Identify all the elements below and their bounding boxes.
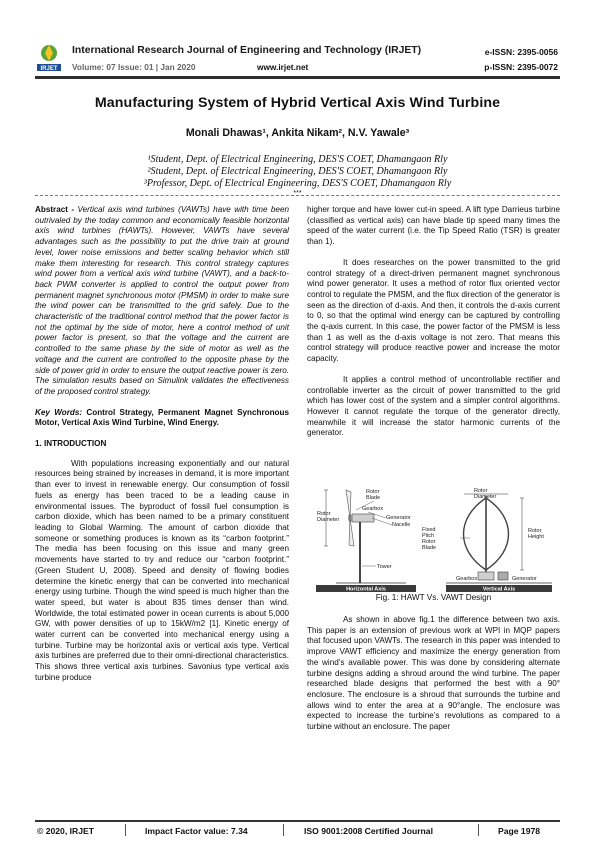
page-header <box>0 0 595 80</box>
label-rotor-blade: Rotor Blade <box>366 489 381 501</box>
label-fixed-pitch: Fixed Pitch Rotor Blade <box>422 527 437 551</box>
footer-divider <box>283 824 284 836</box>
footer-impact-factor: Impact Factor value: 7.34 <box>145 826 248 836</box>
keywords-text: Control Strategy, Permanent Magnet Synchronous Motor, Vertical Axis Wind Turbine, Wind Energy. <box>35 407 289 428</box>
abstract-label: Abstract - <box>35 205 75 214</box>
label-tower: Tower <box>377 564 392 570</box>
affiliation-1: ¹Student, Dept. of Electrical Engineering, DES'S COET, Dhamangaon Rly <box>147 154 448 165</box>
hawt-diagram <box>324 490 406 583</box>
label-gearbox-h: Gearbox <box>362 506 384 512</box>
right-paragraph-4: As shown in above fig.1 the difference between two axis. This paper is an extension of previous work at WPI in MQP papers that focused upon VAWTs. The research in this paper was intended to improve VAWT efficiency and maximize the energy generation from the wind’s available power. This was done by considering alternate turbine designs adding a shroud around the wind turbine. The paper researched blade designs that performed the best with a 90° enclosure. The enclosure is a shroud that surrounds the turbine and allows wind to enter the area at a 90°angle. The enclosure was expected to increase the turbine’s revolutions as compared to a turbine without an enclosure. The paper <box>307 615 560 732</box>
label-vertical-axis: Vertical Axis <box>482 586 516 592</box>
footer-divider <box>478 824 479 836</box>
journal-website[interactable]: www.irjet.net <box>257 62 309 72</box>
intro-paragraph: With populations increasing exponentially and our natural resources being strained by increases in demand, it is more important than ever to invest in renewable energy. Our consumption of fossil fuels as energy has been traced to be a leading cause in environmental issues. The byproduct of fossil fuel consumption is carbon dioxide, which has been named to be a primary constituent leading to Global Warming. The amount of carbon dioxide that someone or something produces is known as its “carbon footprint.” The media has been focusing on this issue and many green movements have started to try and reduce our “carbon footprint.” (Green Student U, 2008). Speed and density of flowing bodies determine the kinetic energy that can be converted into mechanical energy using turbine. Though the wind speed is much higher than the water speed, but water is about 835 times denser than wind. Worldwide, the total estimated power in ocean currents is about 5,000 GW, with power densities of up to 15kW/m2 [1]. Kinetic energy of water current can be converted into mechanical energy using a turbine. Turbine may be horizontal axis or vertical axis type. Vertical axis turbines are preferred due to their omni-directional characteristics. This shows three vertical axis turbines. Savonius type vertical axis turbine produce <box>35 458 289 682</box>
footer-page-number: Page 1978 <box>498 826 541 836</box>
authors: Monali Dhawas¹, Ankita Nikam², N.V. Yawale³ <box>185 127 410 139</box>
right-column-lower <box>307 615 560 733</box>
label-gearbox-v: Gearbox <box>456 576 478 582</box>
keywords-label: Key Words: <box>35 407 83 417</box>
label-rotor-diameter-v: Rotor Diameter <box>474 488 497 500</box>
section-heading-introduction: 1. INTRODUCTION <box>35 439 107 449</box>
label-rotor-height: Rotor Height <box>528 528 544 540</box>
eissn: e-ISSN: 2395-0056 <box>484 47 558 57</box>
footer-copyright: © 2020, IRJET <box>37 826 94 836</box>
affiliation-2: ²Student, Dept. of Electrical Engineering, DES'S COET, Dhamangaon Rly <box>147 166 448 177</box>
pissn: p-ISSN: 2395-0072 <box>484 62 558 72</box>
footer-rule <box>35 820 560 822</box>
affiliation-3: ³Professor, Dept. of Electrical Engineering, DES'S COET, Dhamangaon Rly <box>143 178 452 189</box>
figure-hawt-vawt <box>316 488 552 598</box>
abstract-text: Vertical axis wind turbines (VAWTs) have with time been outrivaled by the today common and economically feasible horizontal axis wind turbines (HAWTs). However, VAWTs have several advantages such as the possibility to put the drive train at ground level, lower noise emissions and better scaling behavior which still make them interesting for research. This control strategy captures wind power from a vertical axis wind turbine (VAWT), and a back-to-back PWM converter is applied to control the output power from permanent magnet synchronous motor (PMSM) in order to make sure the wind power can be transmitted to the grid safely. Due to the characteristic of the traditional control method that the power factor is not the optimal by the side of motor, here a control method of unit power factor is present, so that the voltage and the current are controlled to the same phase by the side of motor as well as the voltage and the current are controlled to the opposite phase by the side of power grid in order to ensure the output reactive power is zero. The simulation results based on Simulink validates the effectiveness of the proposed control strategy. <box>35 205 289 396</box>
paper-title: Manufacturing System of Hybrid Vertical Axis Wind Turbine <box>94 95 501 111</box>
right-paragraph-3: It applies a control method of uncontrollable rectifier and controllable inverter as the circuit of power transmitted to the grid which has lower cost of the system and a simpler control algorithms. However it cannot regulate the torque of the generator directly, meanwhile it will increase the stator harmonic currents of the generator. <box>307 374 560 438</box>
label-horizontal-axis: Horizontal Axis <box>346 586 386 592</box>
figure-caption: Fig. 1: HAWT Vs. VAWT Design <box>375 593 492 602</box>
header-rule <box>35 76 560 79</box>
right-paragraph-1: higher torque and have lower cut-in speed. A lift type Darrieus turbine (classified as vertical axis) can have blade tip speed many times the speed of the water current (i.e. the Tip Speed Ratio (TSR) is greater than 1). <box>307 205 560 247</box>
label-nacelle: Nacelle <box>392 522 411 528</box>
irjet-logo <box>35 43 63 77</box>
right-column <box>307 205 560 439</box>
label-generator-v: Generator <box>512 576 537 582</box>
label-rotor-diameter-h: Rotor Diameter <box>317 511 340 523</box>
right-paragraph-2: It does researches on the power transmitted to the grid control strategy of a direct-driven permanent magnet synchronous wind power generator. It uses a method of rotor flux oriented vector control to regulate the PMSM, and the flux direction of the generator is seen as the direction of d-axis. And then, it controls the d-axis current to 0, so that the optimal wind energy can be captured by controlling the q-axis current. In this case, the power factor of the PMSM is less than 1 as well as the d-axis voltage is not zero. That means this control strategy will produce reactive power and increase the motor capacity. <box>307 257 560 364</box>
keywords <box>35 408 289 429</box>
volume-issue: Volume: 07 Issue: 01 | Jan 2020 <box>72 62 196 72</box>
footer-iso: ISO 9001:2008 Certified Journal <box>304 826 433 836</box>
abstract <box>35 205 289 398</box>
svg-text:IRJET: IRJET <box>40 66 58 72</box>
label-generator-h: Generator <box>386 515 411 521</box>
journal-name: International Research Journal of Engineering and Technology (IRJET) <box>72 45 422 56</box>
footer-divider <box>125 824 126 836</box>
left-column <box>35 205 289 684</box>
separator-mark: *** <box>293 190 302 197</box>
